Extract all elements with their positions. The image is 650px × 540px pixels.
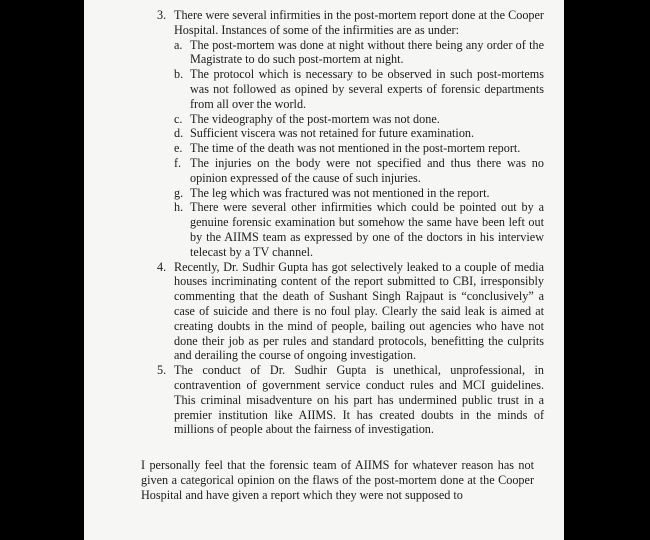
sublist-item-b <box>84 67 564 111</box>
sublist-text: The injuries on the body were not specified and thus there was no opinion expressed of the cause of such injuries. <box>190 155 544 185</box>
sublist-text: There were several other infirmities which could be pointed out by a genuine forensic examination but somehow the same have been left out by the AIIMS team as expressed by one of the doctors in his interview telecast by a TV channel. <box>190 200 544 259</box>
sublist-item-d <box>84 126 564 141</box>
sublist <box>84 38 564 260</box>
sublist-text: The leg which was fractured was not mentioned in the report. <box>190 185 490 200</box>
sublist-letter: f. <box>174 155 182 170</box>
sublist-item-f <box>84 156 564 186</box>
document-page <box>84 0 564 540</box>
item-text: There were several infirmities in the post-mortem report done at the Cooper Hospital. Instances of some of the infirmities are as under: <box>174 8 544 37</box>
sublist-letter: a. <box>174 37 183 52</box>
list-item-5 <box>84 363 564 437</box>
sublist-letter: e. <box>174 141 183 156</box>
sublist-item-e <box>84 141 564 156</box>
item-number: 4. <box>157 259 167 274</box>
sublist-text: The videography of the post-mortem was not done. <box>190 111 440 126</box>
sublist-letter: c. <box>174 111 183 126</box>
item-number: 3. <box>157 8 167 22</box>
sublist-item-g <box>84 186 564 201</box>
item-text: The conduct of Dr. Sudhir Gupta is unethical, unprofessional, in contravention of government service conduct rules and MCI guidelines. This criminal misadventure on his part has undermined public trust in a premier institution like AIIMS. It has created doubts in the minds of millions of people about the fairness of investigation. <box>174 363 544 437</box>
closing-paragraph: I personally feel that the forensic team of AIIMS for whatever reason has not given a categorical opinion on the flaws of the post-mortem done at the Cooper Hospital and have given a report which they were not supposed to <box>141 458 534 502</box>
item-text: Recently, Dr. Sudhir Gupta has got selectively leaked to a couple of media houses incriminating content of the report submitted to CBI, irresponsibly commenting that the death of Sushant Singh Rajpaut is “conclusively” a case of suicide and there is no foul play. Clearly the said leak is aimed at creating doubts in the mind of people, bailing out agencies who have not done their job as per rules and standard protocols, benefitting the culprits and derailing the course of ongoing investigation. <box>174 259 544 363</box>
sublist-letter: d. <box>174 126 184 141</box>
item-number: 5. <box>157 363 167 378</box>
list-item-4 <box>84 260 564 364</box>
sublist-item-a <box>84 38 564 68</box>
sublist-letter: g. <box>174 185 184 200</box>
list-item-3 <box>84 8 564 260</box>
sublist-text: The protocol which is necessary to be observed in such post-mortems was not followed as opined by several experts of forensic departments from all over the world. <box>190 67 544 111</box>
document-body <box>84 8 564 503</box>
sublist-letter: b. <box>174 67 184 82</box>
sublist-item-c <box>84 112 564 127</box>
sublist-text: Sufficient viscera was not retained for future examination. <box>190 126 475 141</box>
sublist-item-h <box>84 200 564 259</box>
sublist-text: The time of the death was not mentioned in the post-mortem report. <box>190 141 521 156</box>
sublist-letter: h. <box>174 200 184 215</box>
sublist-text: The post-mortem was done at night without there being any order of the Magistrate to do such post-mortem at night. <box>190 37 544 67</box>
